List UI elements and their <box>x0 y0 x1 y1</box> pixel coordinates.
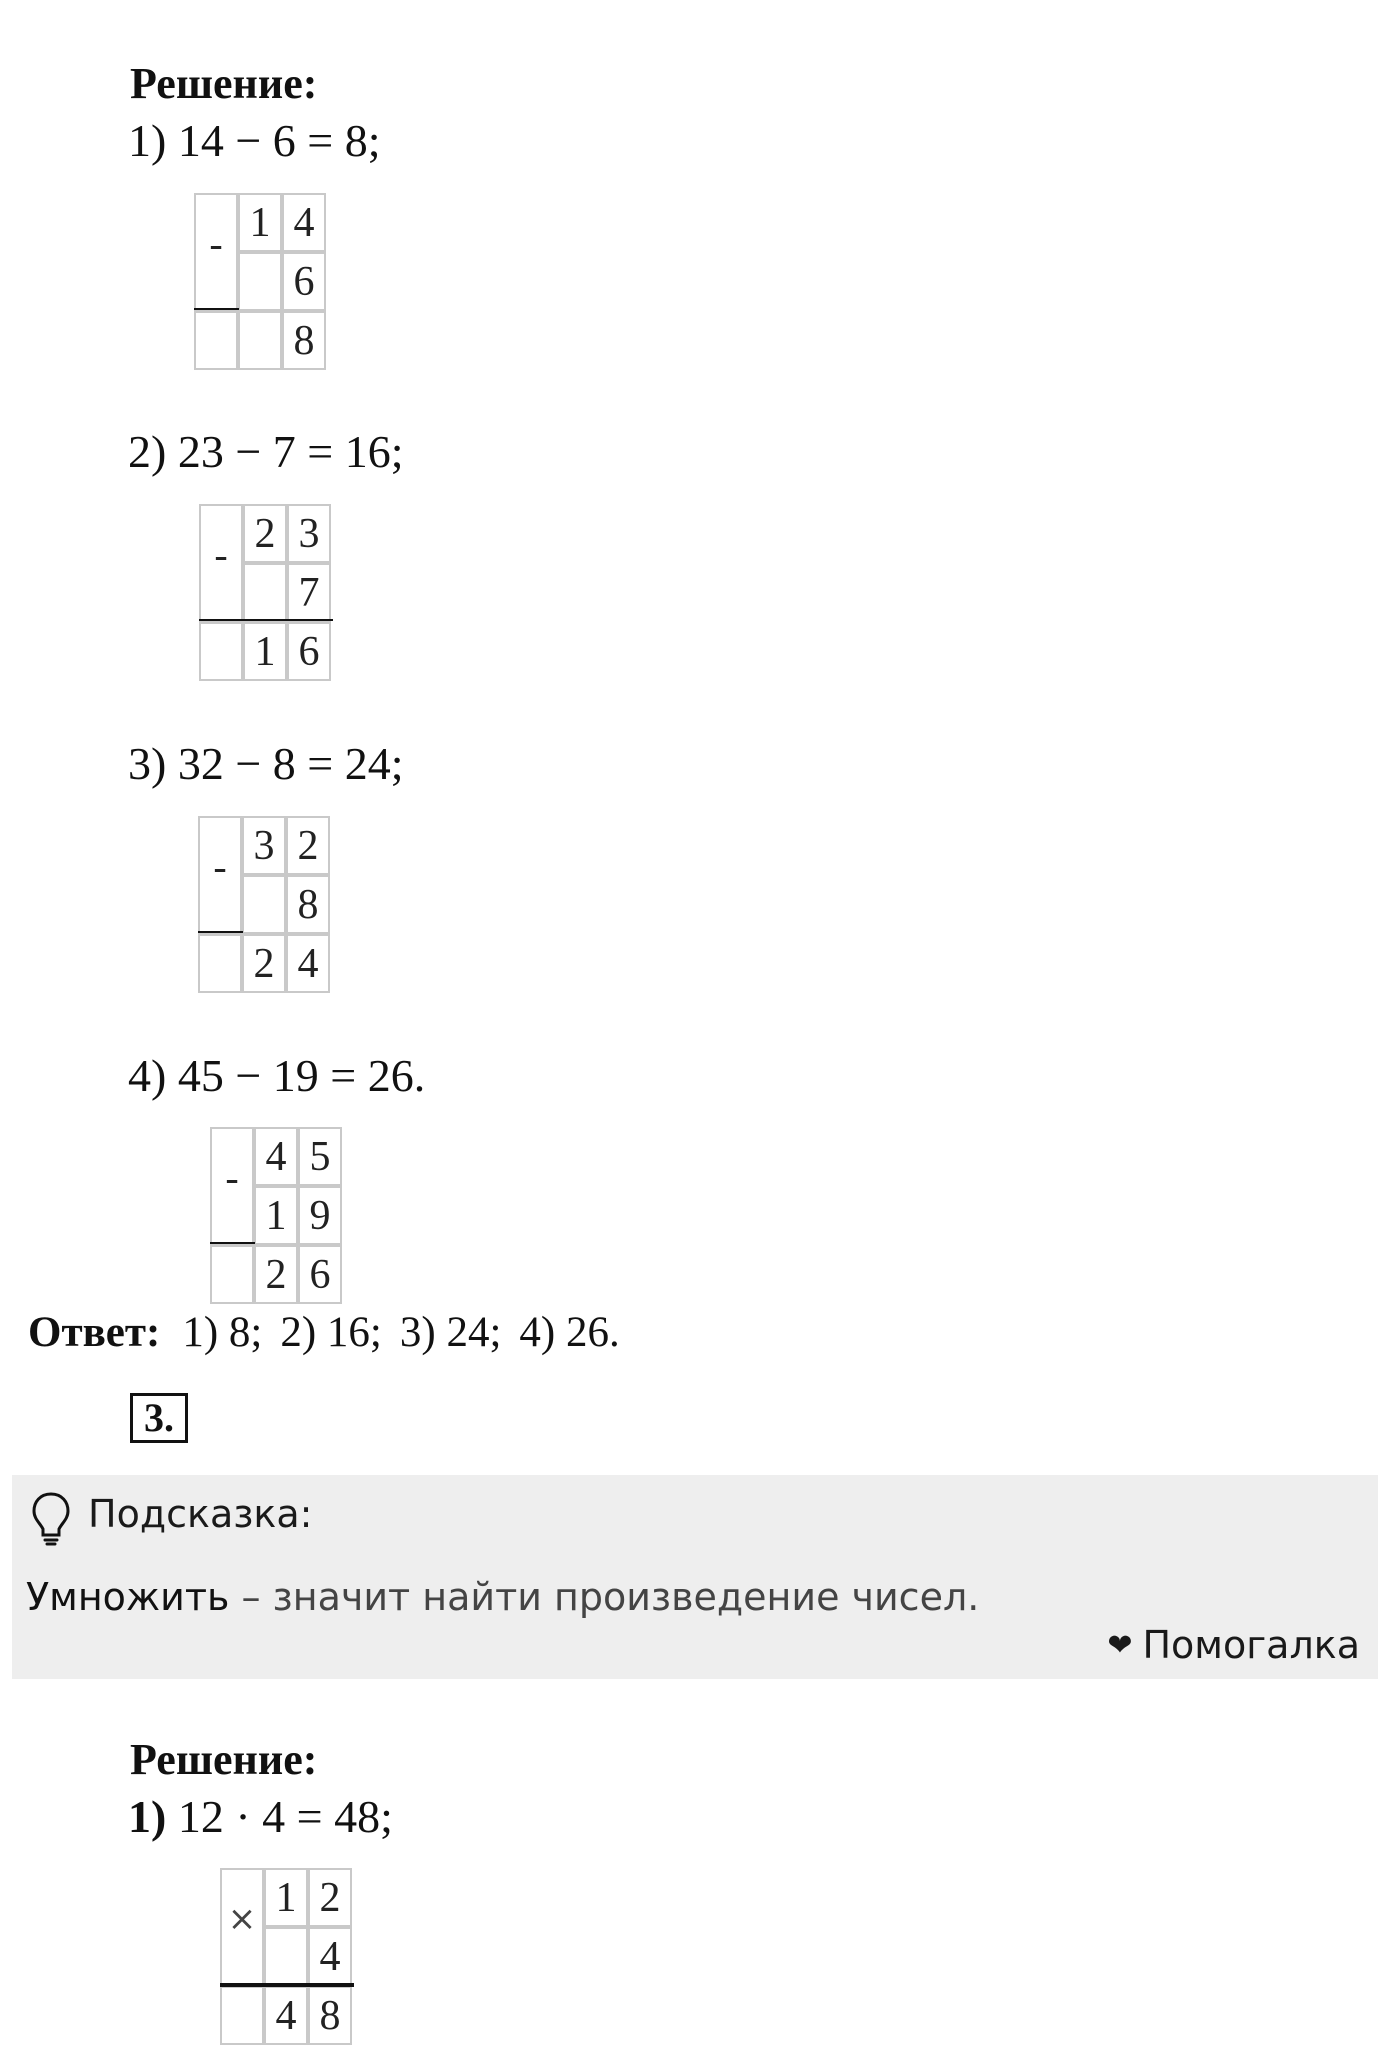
lightbulb-icon <box>30 1491 72 1547</box>
digit-cell: 1 <box>238 193 282 252</box>
digit-cell: 6 <box>298 1245 342 1304</box>
example-1-expression: 1) 14 − 6 = 8; <box>128 115 381 166</box>
digit-cell <box>242 875 286 934</box>
result-line <box>198 931 243 933</box>
answer-label: Ответ: <box>28 1309 161 1356</box>
digit-cell: 1 <box>254 1186 298 1245</box>
digit-cell: 3 <box>287 504 331 563</box>
result-line <box>210 1242 255 1244</box>
digit-cell: 3 <box>242 816 286 875</box>
multiplication-expression <box>128 1791 393 1842</box>
digit-cell: 6 <box>282 252 326 311</box>
minus-sign: - <box>210 1127 254 1245</box>
solution-heading-2: Решение: <box>130 1735 318 1784</box>
example-1-column-calc <box>194 193 326 370</box>
digit-cell: 4 <box>286 934 330 993</box>
digit-cell: 2 <box>308 1868 352 1927</box>
digit-cell: 9 <box>298 1186 342 1245</box>
minus-sign: - <box>194 193 238 311</box>
answer-item: 2) 16; <box>280 1309 382 1356</box>
empty-cell <box>198 934 242 993</box>
multiplication-number: 1) <box>128 1791 167 1842</box>
digit-cell: 2 <box>286 816 330 875</box>
digit-cell: 2 <box>243 504 287 563</box>
example-4-expression: 4) 45 − 19 = 26. <box>128 1050 426 1101</box>
helper-label: Помогалка <box>1142 1623 1360 1667</box>
multiplication-expr: 12 · 4 = 48; <box>166 1791 393 1842</box>
task-number: 3. <box>130 1393 188 1443</box>
answer-item: 1) 8; <box>182 1309 263 1356</box>
digit-cell: 6 <box>287 622 331 681</box>
digit-cell: 2 <box>242 934 286 993</box>
hint-term: Умножить <box>26 1575 230 1619</box>
digit-cell: 5 <box>298 1127 342 1186</box>
hint-definition: – значит найти произведение чисел. <box>229 1575 980 1619</box>
answer-item: 4) 26. <box>519 1309 620 1356</box>
example-3-column-calc <box>198 816 330 993</box>
minus-sign: - <box>199 504 243 622</box>
result-line <box>194 308 239 310</box>
helper-link[interactable] <box>1107 1623 1360 1669</box>
example-2-column-calc <box>199 504 331 681</box>
digit-cell: 2 <box>254 1245 298 1304</box>
digit-cell: 4 <box>264 1986 308 2045</box>
multiplication-column-calc <box>220 1868 352 2045</box>
hint-panel <box>12 1475 1378 1679</box>
multiply-sign: × <box>220 1868 264 1986</box>
example-3-expression: 3) 32 − 8 = 24; <box>128 738 404 789</box>
digit-cell: 4 <box>282 193 326 252</box>
digit-cell: 4 <box>254 1127 298 1186</box>
hint-text <box>26 1575 979 1621</box>
digit-cell: 8 <box>286 875 330 934</box>
digit-cell <box>243 563 287 622</box>
empty-cell <box>194 311 238 370</box>
digit-cell <box>238 252 282 311</box>
hint-title: Подсказка: <box>88 1492 313 1536</box>
answer-line <box>28 1311 638 1354</box>
digit-cell: 4 <box>308 1927 352 1986</box>
digit-cell: 7 <box>287 563 331 622</box>
empty-cell <box>220 1986 264 2045</box>
result-line <box>220 1983 354 1987</box>
empty-cell <box>210 1245 254 1304</box>
answer-item: 3) 24; <box>399 1309 502 1356</box>
solution-heading: Решение: <box>130 59 318 108</box>
digit-cell: 1 <box>243 622 287 681</box>
example-4-column-calc <box>210 1127 342 1304</box>
digit-cell <box>264 1927 308 1986</box>
example-2-expression: 2) 23 − 7 = 16; <box>128 426 404 477</box>
digit-cell: 8 <box>282 311 326 370</box>
digit-cell: 1 <box>264 1868 308 1927</box>
result-line <box>199 619 333 621</box>
empty-cell <box>199 622 243 681</box>
heart-icon: ❤ <box>1107 1627 1133 1663</box>
digit-cell: 8 <box>308 1986 352 2045</box>
digit-cell <box>238 311 282 370</box>
minus-sign: - <box>198 816 242 934</box>
